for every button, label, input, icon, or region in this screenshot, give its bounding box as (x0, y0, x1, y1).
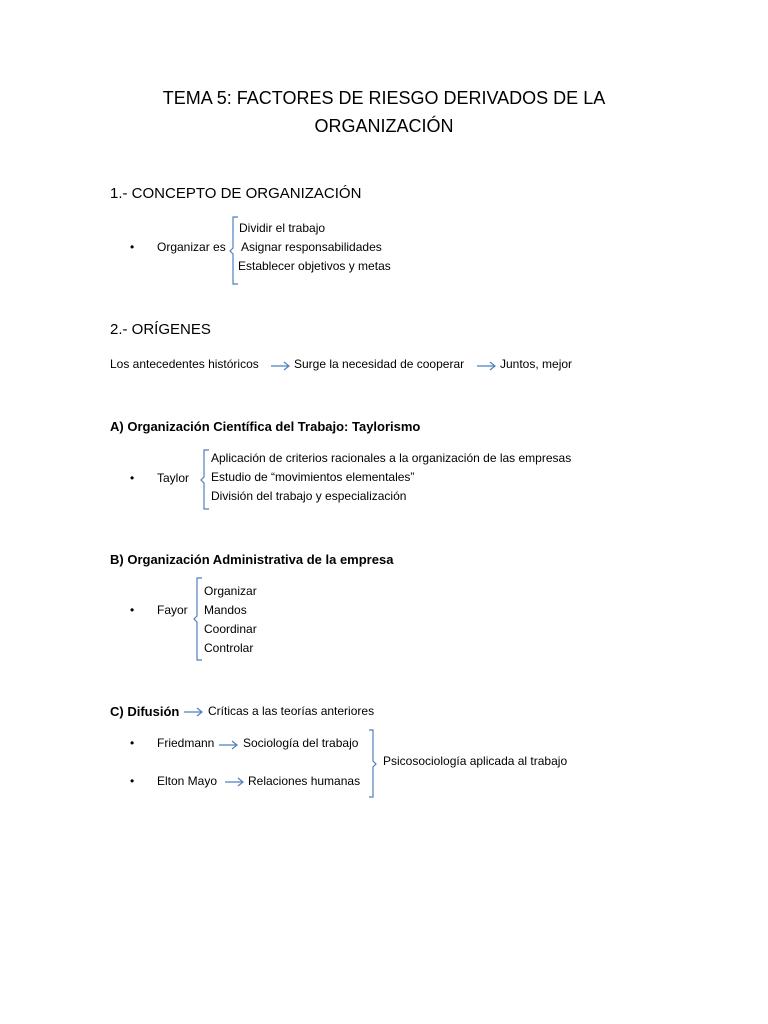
bullet-icon: • (130, 471, 135, 485)
sectionB-item: Controlar (204, 641, 254, 655)
sectionB-bullet-label: Fayor (157, 603, 188, 617)
sectionB-heading: B) Organización Administrativa de la empresa (110, 552, 394, 567)
document-title-line2: ORGANIZACIÓN (314, 116, 454, 136)
brace-icon (201, 449, 211, 511)
bullet-icon: • (130, 240, 135, 254)
arrow-right-icon (183, 706, 205, 718)
section2-heading: 2.- ORÍGENES (110, 321, 211, 338)
sectionB-item: Mandos (204, 603, 247, 617)
section1-item: Asignar responsabilidades (241, 240, 382, 254)
sectionA-heading: A) Organización Científica del Trabajo: Taylorismo (110, 419, 421, 434)
section1-heading: 1.- CONCEPTO DE ORGANIZACIÓN (110, 185, 362, 202)
arrow-right-icon (224, 776, 246, 788)
bullet-icon: • (130, 603, 135, 617)
arrow-right-icon (476, 360, 498, 372)
sectionA-bullet-label: Taylor (157, 471, 190, 485)
sectionC-summary: Psicosociología aplicada al trabajo (383, 754, 568, 768)
sectionC-heading: C) Difusión (110, 704, 180, 719)
sectionB-item: Coordinar (204, 622, 257, 636)
brace-close-icon (368, 729, 378, 799)
sectionC-heading-result: Críticas a las teorías anteriores (208, 704, 375, 718)
section1-bullet-label: Organizar es (157, 240, 226, 254)
arrow-right-icon (218, 739, 240, 751)
sectionA-item: División del trabajo y especialización (211, 489, 407, 503)
sectionA-item: Aplicación de criterios racionales a la organización de las empresas (211, 451, 572, 465)
bullet-icon: • (130, 774, 135, 788)
section2-flow-step: Surge la necesidad de cooperar (294, 357, 465, 371)
sectionC-row-name: Elton Mayo (157, 774, 218, 788)
sectionC-row-result: Sociología del trabajo (243, 736, 359, 750)
sectionB-item: Organizar (204, 584, 257, 598)
arrow-right-icon (270, 360, 292, 372)
sectionC-row-name: Friedmann (157, 736, 215, 750)
section1-item: Establecer objetivos y metas (238, 259, 391, 273)
bullet-icon: • (130, 736, 135, 750)
section2-flow-step: Los antecedentes históricos (110, 357, 259, 371)
section1-item: Dividir el trabajo (239, 221, 326, 235)
sectionA-item: Estudio de “movimientos elementales” (211, 470, 415, 484)
section2-flow-step: Juntos, mejor (500, 357, 573, 371)
sectionC-row-result: Relaciones humanas (248, 774, 361, 788)
brace-icon (194, 577, 204, 662)
document-title-line1: TEMA 5: FACTORES DE RIESGO DERIVADOS DE LA (162, 88, 606, 108)
